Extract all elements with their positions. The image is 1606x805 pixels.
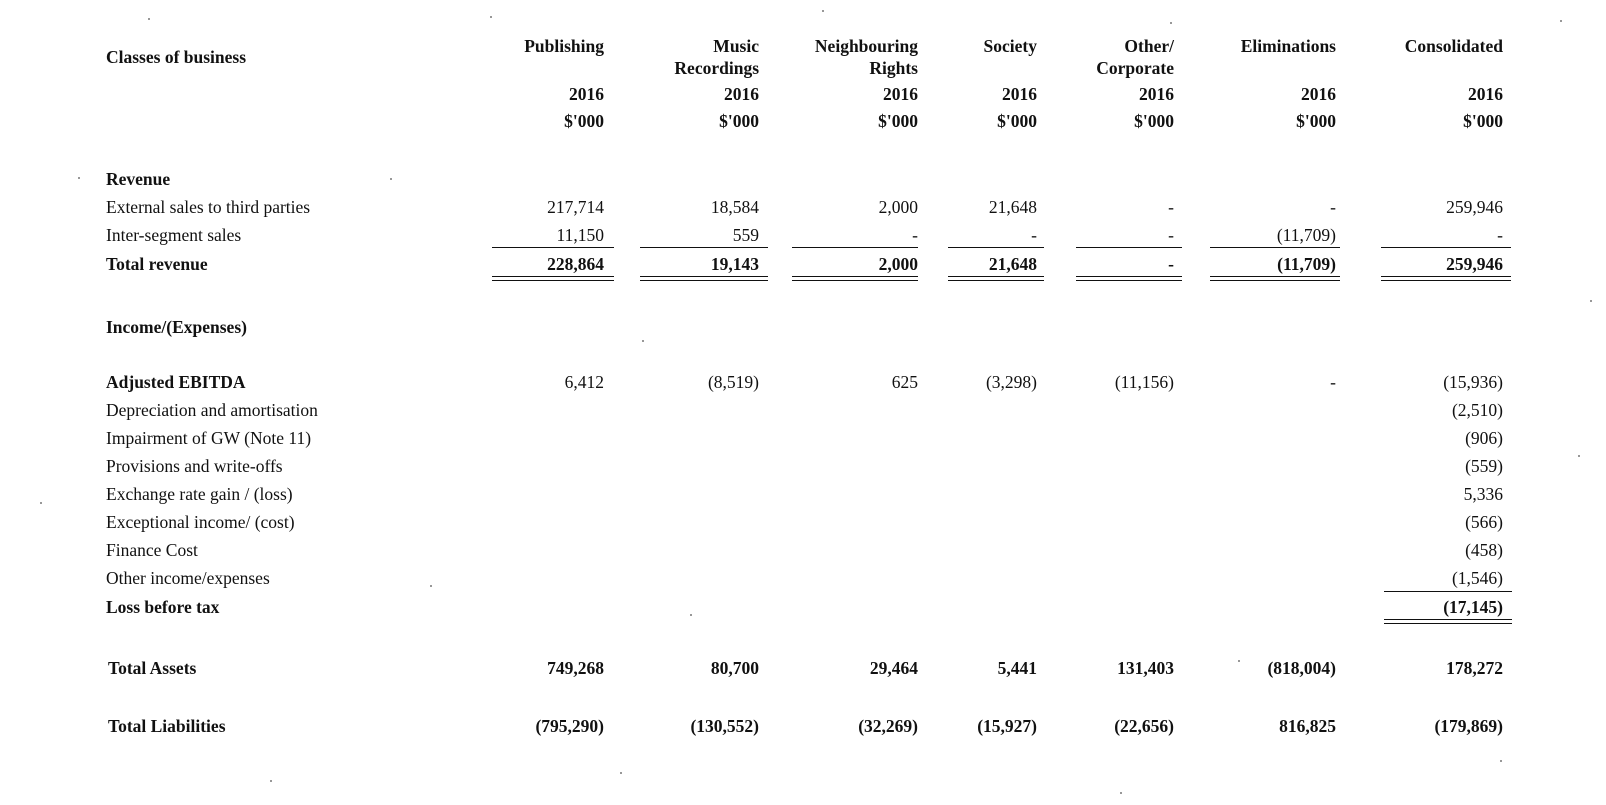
total-double-rule	[1384, 619, 1512, 624]
row-label-inter-segment-sales: Inter-segment sales	[106, 225, 242, 245]
column-year: 2016	[1002, 84, 1037, 104]
row-label-depreciation: Depreciation and amortisation	[106, 400, 318, 420]
speck	[490, 16, 492, 18]
speck	[1590, 300, 1592, 302]
subtotal-rule	[1210, 247, 1340, 248]
row-label-loss-before-tax: Loss before tax	[106, 597, 220, 617]
value-cell: -	[1168, 254, 1174, 274]
value-cell: (795,290)	[535, 716, 604, 736]
speck	[690, 614, 692, 616]
section-heading-revenue: Revenue	[106, 169, 171, 189]
section-heading-income-expenses: Income/(Expenses)	[106, 317, 247, 337]
value-cell: (11,709)	[1277, 254, 1336, 274]
column-year: 2016	[1139, 84, 1174, 104]
row-label-provisions: Provisions and write-offs	[106, 456, 283, 476]
speck	[620, 772, 622, 774]
value-cell: (8,519)	[707, 372, 759, 392]
value-cell: (15,927)	[977, 716, 1037, 736]
speck	[270, 780, 272, 782]
total-double-rule	[492, 276, 614, 281]
value-cell: -	[1330, 372, 1336, 392]
value-cell: 5,441	[997, 658, 1037, 678]
value-cell: 228,864	[547, 254, 604, 274]
value-cell: 11,150	[556, 225, 604, 245]
column-header-society: Society	[983, 36, 1037, 56]
subtotal-rule	[948, 247, 1044, 248]
value-cell: 559	[732, 225, 759, 245]
value-cell: 816,825	[1279, 716, 1336, 736]
value-cell: (559)	[1465, 456, 1503, 476]
speck	[1238, 660, 1240, 662]
row-label-adjusted-ebitda: Adjusted EBITDA	[106, 372, 246, 392]
value-cell: 80,700	[710, 658, 759, 678]
value-cell: -	[912, 225, 918, 245]
column-unit: $'000	[564, 111, 604, 131]
value-cell: 625	[891, 372, 918, 392]
value-cell: -	[1168, 197, 1174, 217]
value-cell: 2,000	[878, 254, 918, 274]
speck	[1120, 792, 1122, 794]
value-cell: 6,412	[564, 372, 604, 392]
total-double-rule	[1381, 276, 1511, 281]
column-unit: $'000	[1463, 111, 1503, 131]
value-cell: (2,510)	[1451, 400, 1503, 420]
subtotal-rule	[1381, 247, 1511, 248]
row-label-total-revenue: Total revenue	[106, 254, 208, 274]
column-header-eliminations: Eliminations	[1240, 36, 1336, 56]
speck	[1578, 455, 1580, 457]
value-cell: 5,336	[1463, 484, 1503, 504]
value-cell: (3,298)	[985, 372, 1037, 392]
speck	[1560, 20, 1562, 22]
value-cell: -	[1031, 225, 1037, 245]
value-cell: 21,648	[988, 197, 1037, 217]
column-unit: $'000	[1296, 111, 1336, 131]
classes-of-business-label: Classes of business	[106, 47, 247, 67]
row-label-external-sales: External sales to third parties	[106, 197, 311, 217]
column-year: 2016	[883, 84, 918, 104]
row-label-total-liabilities: Total Liabilities	[108, 716, 226, 736]
row-label-exchange-rate: Exchange rate gain / (loss)	[106, 484, 293, 504]
value-cell: (179,869)	[1434, 716, 1503, 736]
value-cell: 21,648	[988, 254, 1037, 274]
column-unit: $'000	[719, 111, 759, 131]
value-cell: 2,000	[878, 197, 918, 217]
value-cell: 131,403	[1117, 658, 1174, 678]
value-cell: 259,946	[1446, 197, 1503, 217]
column-header-consolidated: Consolidated	[1404, 36, 1503, 56]
column-unit: $'000	[1134, 111, 1174, 131]
value-cell: 259,946	[1446, 254, 1503, 274]
column-header-other-corporate: Other/ Corporate	[1096, 36, 1174, 78]
speck	[40, 502, 42, 504]
value-cell: 18,584	[710, 197, 759, 217]
column-header-music-recordings: Music Recordings	[674, 36, 759, 78]
column-unit: $'000	[878, 111, 918, 131]
row-label-impairment: Impairment of GW (Note 11)	[106, 428, 312, 448]
column-year: 2016	[569, 84, 604, 104]
speck	[1170, 22, 1172, 24]
subtotal-rule	[1384, 591, 1512, 592]
row-label-total-assets: Total Assets	[108, 658, 197, 678]
speck	[822, 10, 824, 12]
value-cell: (566)	[1465, 512, 1503, 532]
column-year: 2016	[1468, 84, 1503, 104]
column-unit: $'000	[997, 111, 1037, 131]
total-double-rule	[948, 276, 1044, 281]
total-double-rule	[792, 276, 918, 281]
speck	[78, 177, 80, 179]
column-year: 2016	[1301, 84, 1336, 104]
value-cell: (1,546)	[1451, 568, 1503, 588]
value-cell: (906)	[1465, 428, 1503, 448]
value-cell: -	[1168, 225, 1174, 245]
value-cell: -	[1497, 225, 1503, 245]
value-cell: 749,268	[547, 658, 604, 678]
column-header-publishing: Publishing	[524, 36, 604, 56]
value-cell: 19,143	[710, 254, 759, 274]
subtotal-rule	[792, 247, 918, 248]
speck	[1500, 760, 1502, 762]
value-cell: 217,714	[547, 197, 604, 217]
speck	[430, 585, 432, 587]
value-cell: (11,709)	[1276, 225, 1336, 245]
value-cell: (818,004)	[1267, 658, 1336, 678]
value-cell: 178,272	[1446, 658, 1503, 678]
value-cell: (17,145)	[1443, 597, 1503, 617]
value-cell: 29,464	[869, 658, 918, 678]
speck	[642, 340, 644, 342]
value-cell: (22,656)	[1114, 716, 1174, 736]
subtotal-rule	[1076, 247, 1182, 248]
total-double-rule	[1210, 276, 1340, 281]
value-cell: (32,269)	[858, 716, 918, 736]
subtotal-rule	[640, 247, 768, 248]
value-cell: (11,156)	[1114, 372, 1174, 392]
total-double-rule	[1076, 276, 1182, 281]
value-cell: (458)	[1465, 540, 1503, 560]
total-double-rule	[640, 276, 768, 281]
column-header-neighbouring-rights: Neighbouring Rights	[814, 36, 918, 78]
subtotal-rule	[492, 247, 614, 248]
speck	[390, 178, 392, 180]
row-label-exceptional: Exceptional income/ (cost)	[106, 512, 295, 532]
value-cell: (130,552)	[690, 716, 759, 736]
row-label-finance-cost: Finance Cost	[106, 540, 198, 560]
row-label-other-income: Other income/expenses	[106, 568, 270, 588]
value-cell: -	[1330, 197, 1336, 217]
value-cell: (15,936)	[1443, 372, 1503, 392]
speck	[148, 18, 150, 20]
column-year: 2016	[724, 84, 759, 104]
